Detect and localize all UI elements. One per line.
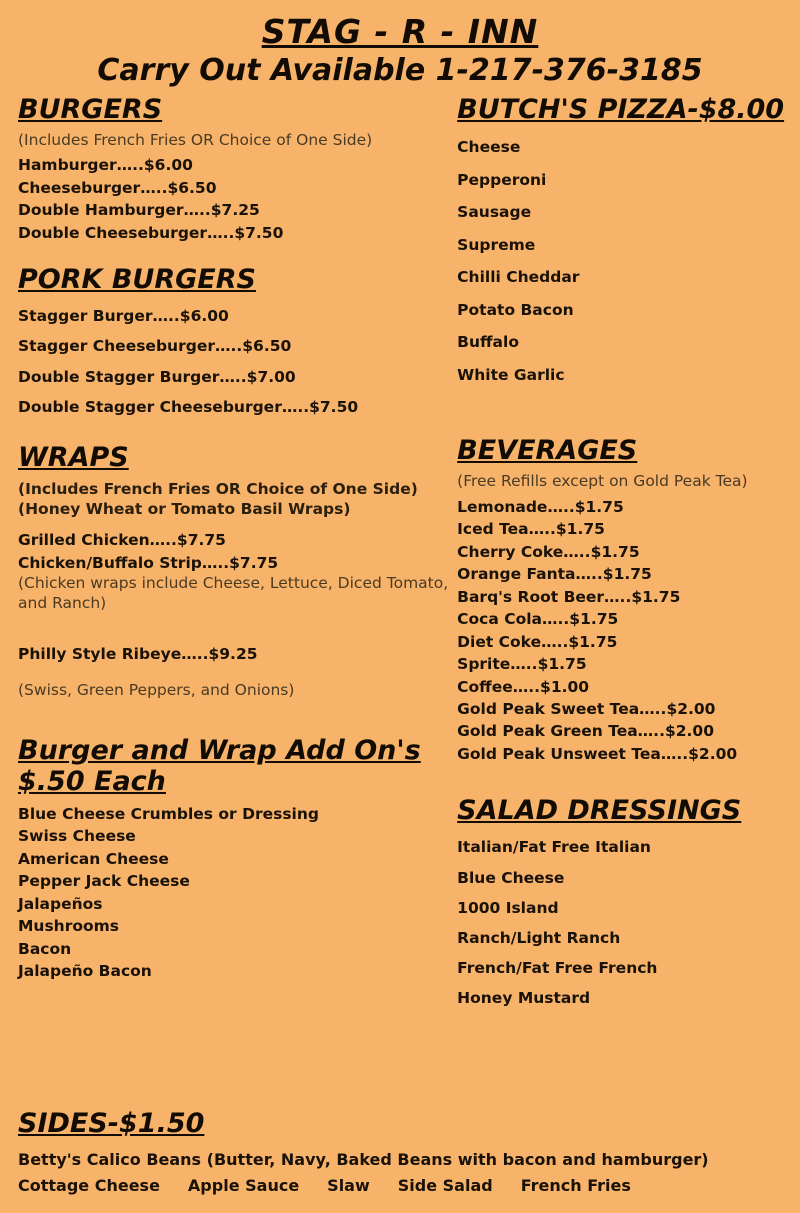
- list-item: Stagger Cheeseburger…..$6.50: [18, 337, 292, 356]
- list-item: Cherry Coke…..$1.75: [457, 542, 640, 561]
- wraps-note-philly: (Swiss, Green Peppers, and Onions): [18, 681, 295, 700]
- wraps-note-sides: (Includes French Fries OR Choice of One Side): [18, 480, 418, 499]
- list-item: Potato Bacon: [457, 300, 574, 319]
- list-item: Apple Sauce: [187, 1175, 300, 1195]
- section-heading-pizza: BUTCH'S PIZZA-$8.00: [457, 94, 785, 125]
- list-item: Grilled Chicken…..$7.75: [18, 531, 226, 550]
- list-item: Diet Coke…..$1.75: [457, 632, 618, 651]
- list-item: Slaw: [327, 1175, 370, 1195]
- list-item: Cheese: [457, 138, 521, 156]
- list-item: Iced Tea…..$1.75: [457, 520, 605, 539]
- list-item: French Fries: [520, 1175, 631, 1195]
- burgers-note: (Includes French Fries OR Choice of One Side): [18, 131, 373, 149]
- section-heading-beverages: BEVERAGES: [457, 435, 638, 467]
- beverages-list: [457, 496, 788, 766]
- burgers-list: [18, 154, 457, 244]
- list-item: Pepperoni: [457, 170, 547, 189]
- section-heading-wraps: WRAPS: [18, 442, 129, 474]
- list-item: Sausage: [457, 203, 532, 222]
- spacer: [18, 705, 457, 735]
- list-item: Cheeseburger…..$6.50: [18, 178, 217, 197]
- list-item: Gold Peak Sweet Tea…..$2.00: [457, 699, 716, 718]
- list-item: Double Cheeseburger…..$7.50: [18, 223, 284, 242]
- list-item: 1000 Island: [457, 898, 559, 917]
- spacer: [18, 519, 457, 529]
- wraps-item-philly: Philly Style Ribeye…..$9.25: [18, 644, 258, 663]
- list-item: Pepper Jack Cheese: [18, 872, 190, 891]
- list-item: Side Salad: [397, 1175, 493, 1195]
- list-item: White Garlic: [457, 365, 565, 384]
- list-item: Lemonade…..$1.75: [457, 497, 624, 516]
- list-item: French/Fat Free French: [457, 959, 658, 978]
- list-item: Honey Mustard: [457, 989, 591, 1008]
- list-item: Blue Cheese: [457, 868, 565, 887]
- list-item: Sprite…..$1.75: [457, 655, 587, 674]
- list-item: Blue Cheese Crumbles or Dressing: [18, 804, 319, 823]
- spacer: [18, 617, 457, 627]
- list-item: Orange Fanta…..$1.75: [457, 565, 652, 584]
- section-heading-burgers: BURGERS: [18, 94, 163, 125]
- menu-columns: [12, 94, 788, 1014]
- salad-dressings-list: [457, 832, 788, 1013]
- list-item: Double Stagger Burger…..$7.00: [18, 367, 296, 386]
- list-item: Gold Peak Unsweet Tea…..$2.00: [457, 744, 738, 763]
- sides-section: [0, 1108, 800, 1198]
- list-item: Gold Peak Green Tea…..$2.00: [457, 722, 714, 741]
- list-item: Supreme: [457, 235, 536, 254]
- spacer: [457, 391, 788, 435]
- spacer: [457, 765, 788, 795]
- list-item: Chilli Cheddar: [457, 268, 580, 287]
- list-item: Swiss Cheese: [18, 827, 136, 846]
- list-item: Italian/Fat Free Italian: [457, 838, 651, 857]
- list-item: Barq's Root Beer…..$1.75: [457, 587, 681, 606]
- list-item: Bacon: [18, 939, 72, 958]
- sides-calico-beans: Betty's Calico Beans (Butter, Navy, Baked Beans with bacon and hamburger): [18, 1150, 709, 1169]
- list-item: Jalapeños: [18, 894, 103, 913]
- list-item: Buffalo: [457, 333, 519, 352]
- list-item: Mushrooms: [18, 917, 120, 936]
- spacer: [18, 422, 457, 442]
- list-item: American Cheese: [18, 849, 169, 868]
- list-item: Double Hamburger…..$7.25: [18, 201, 260, 220]
- beverages-note: (Free Refills except on Gold Peak Tea): [457, 472, 748, 491]
- list-item: Hamburger…..$6.00: [18, 156, 193, 175]
- spacer: [18, 244, 457, 264]
- left-column: [12, 94, 457, 982]
- section-heading-pork-burgers: PORK BURGERS: [18, 264, 256, 296]
- section-heading-salad-dressings: SALAD DRESSINGS: [457, 795, 742, 827]
- list-item: Chicken/Buffalo Strip…..$7.75: [18, 553, 279, 572]
- page-title: STAG - R - INN: [261, 12, 539, 51]
- sides-row: [18, 1173, 788, 1199]
- list-item: Jalapeño Bacon: [18, 962, 152, 980]
- carry-out-subtitle: Carry Out Available 1-217-376-3185: [97, 53, 703, 88]
- list-item: Cottage Cheese: [18, 1175, 160, 1195]
- pork-burgers-list: [18, 301, 457, 422]
- right-column: [457, 94, 788, 1014]
- list-item: Coca Cola…..$1.75: [457, 610, 619, 629]
- list-item: Coffee…..$1.00: [457, 677, 590, 696]
- add-ons-list: [18, 803, 457, 983]
- list-item: Double Stagger Cheeseburger…..$7.50: [18, 397, 359, 416]
- wraps-note-chicken: (Chicken wraps include Cheese, Lettuce, Diced Tomato, and Ranch): [18, 574, 449, 612]
- list-item: Stagger Burger…..$6.00: [18, 307, 229, 326]
- pizza-list: [457, 131, 788, 391]
- wraps-list: [18, 529, 457, 574]
- section-heading-add-ons: Burger and Wrap Add On's $.50 Each: [18, 734, 421, 797]
- list-item: Ranch/Light Ranch: [457, 929, 621, 948]
- wraps-note-types: (Honey Wheat or Tomato Basil Wraps): [18, 500, 351, 519]
- section-heading-sides: SIDES-$1.50: [18, 1108, 205, 1139]
